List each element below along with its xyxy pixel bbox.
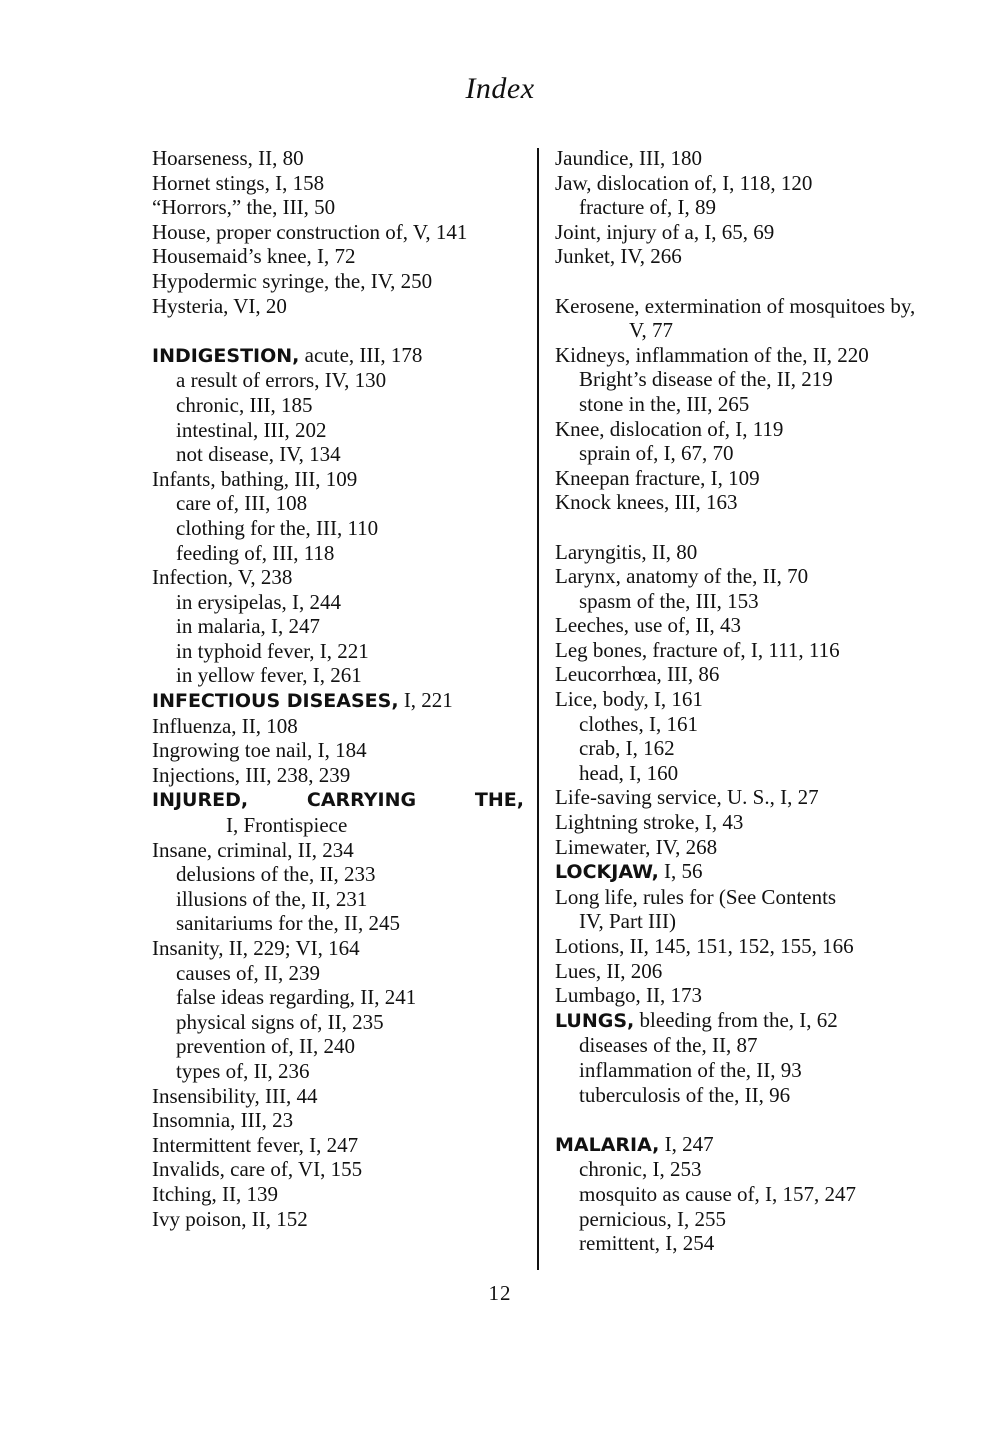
index-entry: Hornet stings, I, 158 (152, 170, 325, 195)
index-subentry: diseases of the, II, 87 (579, 1033, 758, 1058)
index-entry: Hypodermic syringe, the, IV, 250 (152, 268, 433, 293)
index-subentry: mosquito as cause of, I, 157, 247 (579, 1181, 857, 1206)
index-entry: Larynx, anatomy of the, II, 70 (555, 564, 809, 589)
index-entry: Jaundice, III, 180 (555, 146, 702, 170)
index-entry: Leeches, use of, II, 43 (555, 613, 742, 638)
index-subentry: head, I, 160 (579, 760, 679, 785)
index-column-left (152, 146, 524, 1231)
section-gap (555, 1107, 927, 1132)
index-subentry: physical signs of, II, 235 (176, 1009, 384, 1034)
index-subentry: sanitariums for the, II, 245 (176, 911, 400, 936)
index-entry: Leg bones, fracture of, I, 111, 116 (555, 637, 840, 662)
index-entry: Ingrowing toe nail, I, 184 (152, 738, 367, 763)
index-subentry: crab, I, 162 (579, 736, 675, 761)
index-subentry: prevention of, II, 240 (176, 1034, 356, 1059)
index-entry: Housemaid’s knee, I, 72 (152, 244, 356, 269)
index-subentry: in typhoid fever, I, 221 (176, 638, 369, 663)
index-entry: Lice, body, I, 161 (555, 687, 703, 712)
index-entry: Ivy poison, II, 152 (152, 1206, 308, 1231)
index-entry-continuation: I, Frontispiece (226, 813, 348, 838)
index-entry: Lumbago, II, 173 (555, 983, 702, 1008)
index-entry: Hysteria, VI, 20 (152, 293, 287, 318)
index-heading-term: MALARIA, (555, 1133, 660, 1156)
index-entry: Joint, injury of a, I, 65, 69 (555, 219, 775, 244)
index-subentry: remittent, I, 254 (579, 1231, 715, 1256)
index-heading-refs: I, 221 (398, 688, 453, 713)
index-subentry: a result of errors, IV, 130 (176, 368, 387, 393)
index-subentry: care of, III, 108 (176, 491, 308, 516)
index-entry: Lotions, II, 145, 151, 152, 155, 166 (555, 934, 854, 958)
page-title: Index (465, 72, 535, 105)
index-subentry: in yellow fever, I, 261 (176, 663, 362, 688)
index-heading (555, 859, 927, 885)
index-entry: Injections, III, 238, 239 (152, 762, 351, 787)
section-gap (152, 318, 524, 343)
index-subentry: clothing for the, III, 110 (176, 515, 379, 540)
index-entry: Knee, dislocation of, I, 119 (555, 416, 784, 441)
index-heading-term: INFECTIOUS DISEASES, (152, 690, 399, 713)
index-entry: Kidneys, inflammation of the, II, 220 (555, 342, 869, 367)
index-entry: Intermittent fever, I, 247 (152, 1132, 359, 1157)
index-entry: Infection, V, 238 (152, 565, 293, 590)
index-subentry: sprain of, I, 67, 70 (579, 441, 734, 466)
index-subentry: types of, II, 236 (176, 1058, 310, 1083)
index-entry: Lightning stroke, I, 43 (555, 810, 744, 835)
index-entry: Lues, II, 206 (555, 958, 663, 983)
index-entry: Long life, rules for (See Contents (555, 884, 837, 909)
index-entry: Insensibility, III, 44 (152, 1083, 318, 1108)
index-entry: Insomnia, III, 23 (152, 1108, 294, 1133)
index-subentry: intestinal, III, 202 (176, 417, 327, 442)
index-heading (555, 1008, 927, 1034)
index-entry: Knock knees, III, 163 (555, 490, 738, 515)
index-subentry: Bright’s disease of the, II, 219 (579, 367, 833, 392)
index-entry: “Horrors,” the, III, 50 (152, 195, 336, 220)
index-subentry: false ideas regarding, II, 241 (176, 985, 417, 1010)
column-divider (537, 148, 539, 1270)
index-entry: Invalids, care of, VI, 155 (152, 1157, 363, 1182)
index-entry: Infants, bathing, III, 109 (152, 466, 358, 491)
index-subentry: in erysipelas, I, 244 (176, 589, 342, 614)
section-gap (555, 515, 927, 540)
index-entry: Jaw, dislocation of, I, 118, 120 (555, 170, 813, 195)
index-entry: Junket, IV, 266 (555, 244, 682, 269)
index-entry: Kneepan fracture, I, 109 (555, 465, 760, 490)
index-heading (152, 343, 524, 369)
index-subentry: inflammation of the, II, 93 (579, 1057, 802, 1082)
index-entry: Influenza, II, 108 (152, 713, 298, 738)
index-subentry: delusions of the, II, 233 (176, 862, 376, 887)
index-entry: Life-saving service, U. S., I, 27 (555, 785, 819, 810)
index-subentry: chronic, I, 253 (579, 1157, 702, 1182)
index-entry: House, proper construction of, V, 141 (152, 219, 468, 244)
index-column-right (555, 146, 927, 1256)
index-subentry: in malaria, I, 247 (176, 614, 321, 639)
index-subentry: spasm of the, III, 153 (579, 588, 759, 613)
index-subentry: clothes, I, 161 (579, 711, 698, 736)
index-entry: Laryngitis, II, 80 (555, 539, 698, 564)
index-heading-refs: acute, III, 178 (299, 342, 423, 367)
index-entry: Itching, II, 139 (152, 1181, 278, 1206)
index-heading-term: INDIGESTION, (152, 344, 300, 367)
index-subentry: feeding of, III, 118 (176, 540, 335, 565)
index-subentry: causes of, II, 239 (176, 960, 321, 985)
index-heading-term: INJURED, CARRYING THE, (152, 789, 524, 812)
index-subentry: illusions of the, II, 231 (176, 886, 368, 911)
index-subentry: not disease, IV, 134 (176, 442, 341, 467)
index-subentry: fracture of, I, 89 (579, 195, 717, 220)
page-number: 12 (488, 1281, 512, 1305)
index-entry: Insane, criminal, II, 234 (152, 837, 354, 862)
index-heading-term: LUNGS, (555, 1009, 635, 1032)
index-heading (555, 1132, 927, 1158)
section-gap (555, 269, 927, 294)
index-subentry: stone in the, III, 265 (579, 391, 750, 416)
index-subentry: IV, Part III) (579, 909, 677, 934)
index-heading-term: LOCKJAW, (555, 861, 659, 884)
index-entry: Leucorrhœa, III, 86 (555, 662, 720, 687)
index-entry: Kerosene, extermination of mosquitoes by, V, 77 (555, 293, 916, 343)
index-heading-refs: I, 247 (659, 1131, 714, 1156)
index-heading (152, 688, 524, 714)
index-entry: Hoarseness, II, 80 (152, 146, 304, 170)
index-subentry: tuberculosis of the, II, 96 (579, 1082, 791, 1107)
index-entry: Insanity, II, 229; VI, 164 (152, 936, 360, 960)
index-subentry: pernicious, I, 255 (579, 1206, 726, 1231)
index-heading-refs: I, 56 (658, 859, 703, 884)
index-entry: Limewater, IV, 268 (555, 834, 718, 859)
index-heading (152, 787, 524, 813)
index-heading-refs: bleeding from the, I, 62 (634, 1007, 838, 1032)
index-subentry: chronic, III, 185 (176, 392, 313, 417)
